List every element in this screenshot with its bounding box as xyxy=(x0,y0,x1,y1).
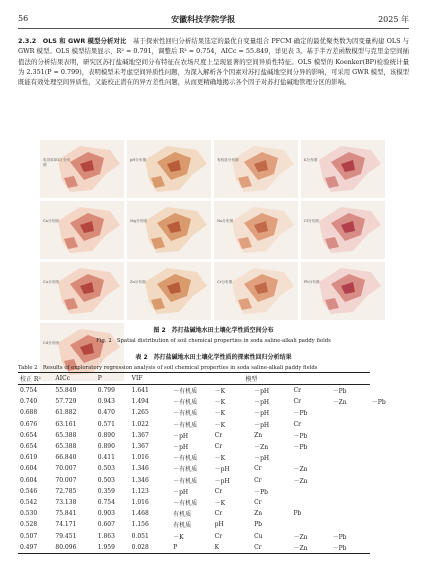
table-cell: Cr xyxy=(254,476,262,484)
table-cell: Cr xyxy=(293,420,301,428)
table-row xyxy=(18,475,409,486)
table-row xyxy=(18,430,409,441)
table-cell: －有机质 xyxy=(173,388,198,396)
table-cell xyxy=(331,441,370,452)
table-cell: －pH xyxy=(173,444,189,452)
table-cell: －K xyxy=(214,399,226,407)
table-row xyxy=(18,542,409,554)
table-cell xyxy=(331,475,370,486)
table-cell: －Pb xyxy=(332,533,347,541)
map-label: K分布图 xyxy=(304,158,318,162)
table-cell xyxy=(331,486,370,497)
table-cell: －Pb xyxy=(332,388,347,396)
table-cell: 0.740 xyxy=(20,398,38,406)
map-label: Mg分布图 xyxy=(130,219,147,223)
page-header xyxy=(18,14,409,28)
table-cell: 75.841 xyxy=(55,510,77,518)
table-cell: 0.688 xyxy=(20,409,38,417)
table-cell: －Zn xyxy=(293,533,308,541)
table-cell xyxy=(331,519,370,530)
distribution-map xyxy=(214,140,298,198)
distribution-map xyxy=(301,262,385,320)
table-cell: 0.507 xyxy=(20,532,38,540)
map-label: Cu分布图 xyxy=(43,280,59,284)
header-rule xyxy=(18,28,409,29)
table-cell xyxy=(331,497,370,508)
map-label: 有机质分布图 xyxy=(217,158,239,162)
map-label: Pb分布图 xyxy=(304,280,320,284)
table-cell: 61.882 xyxy=(55,409,77,417)
table-cell: 0.654 xyxy=(20,431,38,439)
table-cell: 0.028 xyxy=(130,542,171,554)
regression-table xyxy=(18,372,409,554)
table-cell: Pb xyxy=(254,521,262,529)
distribution-map xyxy=(40,262,124,320)
table-cell: －Pb xyxy=(293,444,308,452)
table-cell: 74.171 xyxy=(55,521,77,529)
distribution-map xyxy=(127,201,211,259)
table-cell xyxy=(331,419,370,430)
table-cell: －Pb xyxy=(331,542,370,554)
table-cell: －有机质 xyxy=(173,466,198,474)
table-cell: －pH xyxy=(173,432,189,440)
table-cell: 0.604 xyxy=(20,476,38,484)
table-cell: －pH xyxy=(214,466,230,474)
journal-title: 安徽科技学院学报 xyxy=(171,15,236,24)
table-cell: 80.096 xyxy=(53,542,95,554)
year: 2025 年 xyxy=(378,15,409,24)
section-2-3-2 xyxy=(18,36,409,87)
table-cell: －K xyxy=(214,499,226,507)
map-label: Na分布图 xyxy=(217,219,234,223)
map-row xyxy=(40,140,388,198)
table-cell: 0.604 xyxy=(20,465,38,473)
table-cell: 0.754 xyxy=(20,387,38,395)
map-label: Cd分布图 xyxy=(43,341,59,345)
table-cell: 0.411 xyxy=(97,454,115,462)
table-cell: －K xyxy=(214,421,226,429)
table-row xyxy=(18,396,409,407)
table-cell xyxy=(331,430,370,441)
table-cell: 0.943 xyxy=(97,398,115,406)
section-heading: 2.3.2 OLS 和 GWR 模型分析对比 xyxy=(18,37,127,45)
page-number: 56 xyxy=(18,14,29,23)
table-cell: 0.503 xyxy=(97,465,115,473)
distribution-map xyxy=(40,140,124,198)
table-row xyxy=(18,441,409,452)
section-text: 基于探索性回归分析结果选定的最优自变量组合 PFCM 确定的最优聚类数为因变量构建 OLS 与 GWR 模型。OLS 模型结果显示，R² = 0.791，调整后 R² = 0.754，AICc = 55.849，详见表 3。基于半方差函数模型与克里金空间插值法的分析结果表明，研究区苏打盐碱地空间分布特征在农场尺度上呈现显著的空间异质性特征。OLS 模型的 Koenker(BP)检验统计量为 2.351(P = 0.799)，表明模型未考虑空间异质性问题，为深入解析各个因素对苏打盐碱地空间分异的影响，可采用 GWR 模型，该模型既能有效处理空间异质性，又能校正潜在的异方差性问题，从而更精确地揭示各个因子对苏打盐碱地管理分区的影响。 xyxy=(18,37,410,87)
distribution-map xyxy=(127,262,211,320)
table-cell: －pH xyxy=(254,388,270,396)
table-row xyxy=(18,452,409,463)
table-cell: －Zn xyxy=(291,542,330,554)
map-label: pH分布图 xyxy=(130,158,147,162)
table-cell: －有机质 xyxy=(173,499,198,507)
table-cell: 1.156 xyxy=(131,521,149,529)
table-row xyxy=(18,385,409,397)
table-row xyxy=(18,419,409,430)
table-cell: －Zn xyxy=(254,444,269,452)
table-cell: 0.359 xyxy=(97,487,115,495)
table-cell: 79.451 xyxy=(55,532,77,540)
table-cell: 1.022 xyxy=(131,420,149,428)
table-cell xyxy=(291,519,330,530)
table-cell: 0.497 xyxy=(18,542,53,554)
table-cell: 1.016 xyxy=(131,454,149,462)
table-cell: 0.571 xyxy=(97,420,115,428)
table-cell: 1.863 xyxy=(97,532,115,540)
table-cell: 57.729 xyxy=(55,398,77,406)
table-cell: －Pb xyxy=(293,410,308,418)
table-row xyxy=(18,486,409,497)
table-cell: 0.470 xyxy=(97,409,115,417)
distribution-map xyxy=(127,140,211,198)
distribution-map xyxy=(301,140,385,198)
table-cell: 0.051 xyxy=(131,532,149,540)
table-cell: 65.388 xyxy=(55,443,77,451)
table-row xyxy=(18,463,409,474)
table-cell: －K xyxy=(214,410,226,418)
table-cell: 0.676 xyxy=(20,420,38,428)
table-cell: 55.849 xyxy=(55,387,77,395)
table-cell: －pH xyxy=(254,410,270,418)
col-header: AICc xyxy=(53,373,95,385)
table-cell xyxy=(331,407,370,418)
col-header: VIF xyxy=(130,373,171,385)
table-cell xyxy=(291,497,330,508)
table-cell: K xyxy=(213,542,252,554)
table-cell xyxy=(291,452,330,463)
table-cell: 0.890 xyxy=(97,443,115,451)
table-cell xyxy=(331,452,370,463)
table-cell: －K xyxy=(214,388,226,396)
table-cell xyxy=(291,486,330,497)
table-cell: Cr xyxy=(214,431,223,439)
table-cell: P xyxy=(171,542,213,554)
table-cell: Pb xyxy=(293,510,302,518)
table-cell: －有机质 xyxy=(173,399,198,407)
table-cell: Cr xyxy=(214,443,223,451)
table-caption-en: Table 2 Results of exploratory regression analysis of soil chemical properties in soda saline-alkali paddy fields xyxy=(18,365,318,371)
table-cell: 1.346 xyxy=(131,476,149,484)
table-cell: 1.468 xyxy=(131,510,149,518)
table-row xyxy=(18,530,409,541)
table-cell: 1.494 xyxy=(131,398,149,406)
table-cell: 63.161 xyxy=(55,420,77,428)
table-row xyxy=(18,497,409,508)
table-cell: 0.903 xyxy=(97,510,115,518)
table-cell: Cr xyxy=(254,498,262,506)
map-label: Cr分布图 xyxy=(217,280,233,284)
table-cell: Zn xyxy=(254,431,263,439)
table-cell: 0.619 xyxy=(20,454,38,462)
table-cell: －Pb xyxy=(293,432,308,440)
col-header: 校正 R² xyxy=(18,373,53,385)
table-cell: 1.959 xyxy=(96,542,130,554)
table-cell: －Pb xyxy=(254,488,268,496)
distribution-map xyxy=(214,262,298,320)
map-label: Cl分布图 xyxy=(304,219,319,223)
table-cell xyxy=(331,463,370,474)
table-cell: －Zn xyxy=(332,399,347,407)
table-cell: 1.265 xyxy=(131,409,149,417)
table-cell: Cr xyxy=(252,542,291,554)
col-header: 模型 xyxy=(171,373,370,385)
table-cell: Cr xyxy=(214,532,223,540)
table-cell: 0.503 xyxy=(97,476,115,484)
table-cell: －pH xyxy=(173,488,189,496)
table-cell: －pH xyxy=(214,477,230,485)
table-cell: －有机质 xyxy=(173,410,198,418)
table-cell: －Zn xyxy=(293,477,308,485)
table-cell: Cr xyxy=(214,487,223,495)
table-cell: －Zn xyxy=(293,466,308,474)
table-cell: 0.754 xyxy=(97,498,115,506)
table-cell: 70.007 xyxy=(55,476,77,484)
table-cell: 1.641 xyxy=(131,387,149,395)
table-cell: －有机质 xyxy=(173,477,198,485)
table-cell: Cr xyxy=(214,510,223,518)
table-cell: 1.016 xyxy=(131,498,149,506)
table-cell: Zn xyxy=(254,510,263,518)
figure-caption-cn: 图 2 苏打盐碱地水田土壤化学性质空间分布 xyxy=(153,327,274,334)
table-row xyxy=(18,508,409,519)
table-cell: Cu xyxy=(254,532,263,540)
table-cell: 0.654 xyxy=(20,443,38,451)
table-header-row xyxy=(18,373,409,385)
col-header: P xyxy=(96,373,130,385)
table-caption-cn: 表 2 苏打盐碱地水田土壤化学性质的探索性回归分析结果 xyxy=(135,354,292,361)
distribution-map xyxy=(214,201,298,259)
table-cell: 0.530 xyxy=(20,510,38,518)
table-cell: Cr xyxy=(293,398,301,406)
table-row xyxy=(18,519,409,530)
table-cell: 1.367 xyxy=(131,431,149,439)
table-cell: 0.542 xyxy=(20,498,38,506)
table-cell: pH xyxy=(214,521,224,529)
table-cell: 1.367 xyxy=(131,443,149,451)
table-cell: 0.799 xyxy=(97,387,115,395)
distribution-map xyxy=(40,201,124,259)
table-cell: Cr xyxy=(293,387,301,395)
table-cell: 1.123 xyxy=(131,487,149,495)
map-row xyxy=(40,201,388,259)
table-cell: 70.007 xyxy=(55,465,77,473)
map-label: 电导率(EC) 分布图 xyxy=(43,158,71,167)
table-cell: 65.388 xyxy=(55,431,77,439)
table-cell: 73.138 xyxy=(55,498,77,506)
table-cell: －Pb xyxy=(371,399,386,407)
table-cell: －pH xyxy=(254,399,270,407)
map-label: Ca分布图 xyxy=(43,219,59,223)
figure-caption-en: Fig. 2 Spatial distribution of soil chemical properties in soda saline-alkali paddy fields xyxy=(96,338,331,344)
table-cell: 72.785 xyxy=(55,487,77,495)
table-cell: －有机质 xyxy=(173,421,198,429)
table-cell: Cr xyxy=(254,465,262,473)
table-cell: 有机质 xyxy=(173,511,192,519)
table-cell: 1.346 xyxy=(131,465,149,473)
table-cell: 0.607 xyxy=(97,521,115,529)
table-cell xyxy=(331,508,370,519)
map-label: Zn分布图 xyxy=(130,280,146,284)
table-cell: －K xyxy=(173,533,184,541)
distribution-map xyxy=(301,201,385,259)
table-cell: 66.840 xyxy=(55,454,77,462)
map-row xyxy=(40,262,388,320)
table-cell: 有机质 xyxy=(173,522,192,530)
table-cell: －pH xyxy=(254,421,270,429)
table-cell: 0.528 xyxy=(20,521,38,529)
table-cell: －K xyxy=(214,455,226,463)
table-cell: 0.890 xyxy=(97,431,115,439)
table-row xyxy=(18,407,409,418)
table-cell: －pH xyxy=(254,455,270,463)
table-cell: －有机质 xyxy=(173,455,198,463)
table-cell: 0.546 xyxy=(20,487,38,495)
